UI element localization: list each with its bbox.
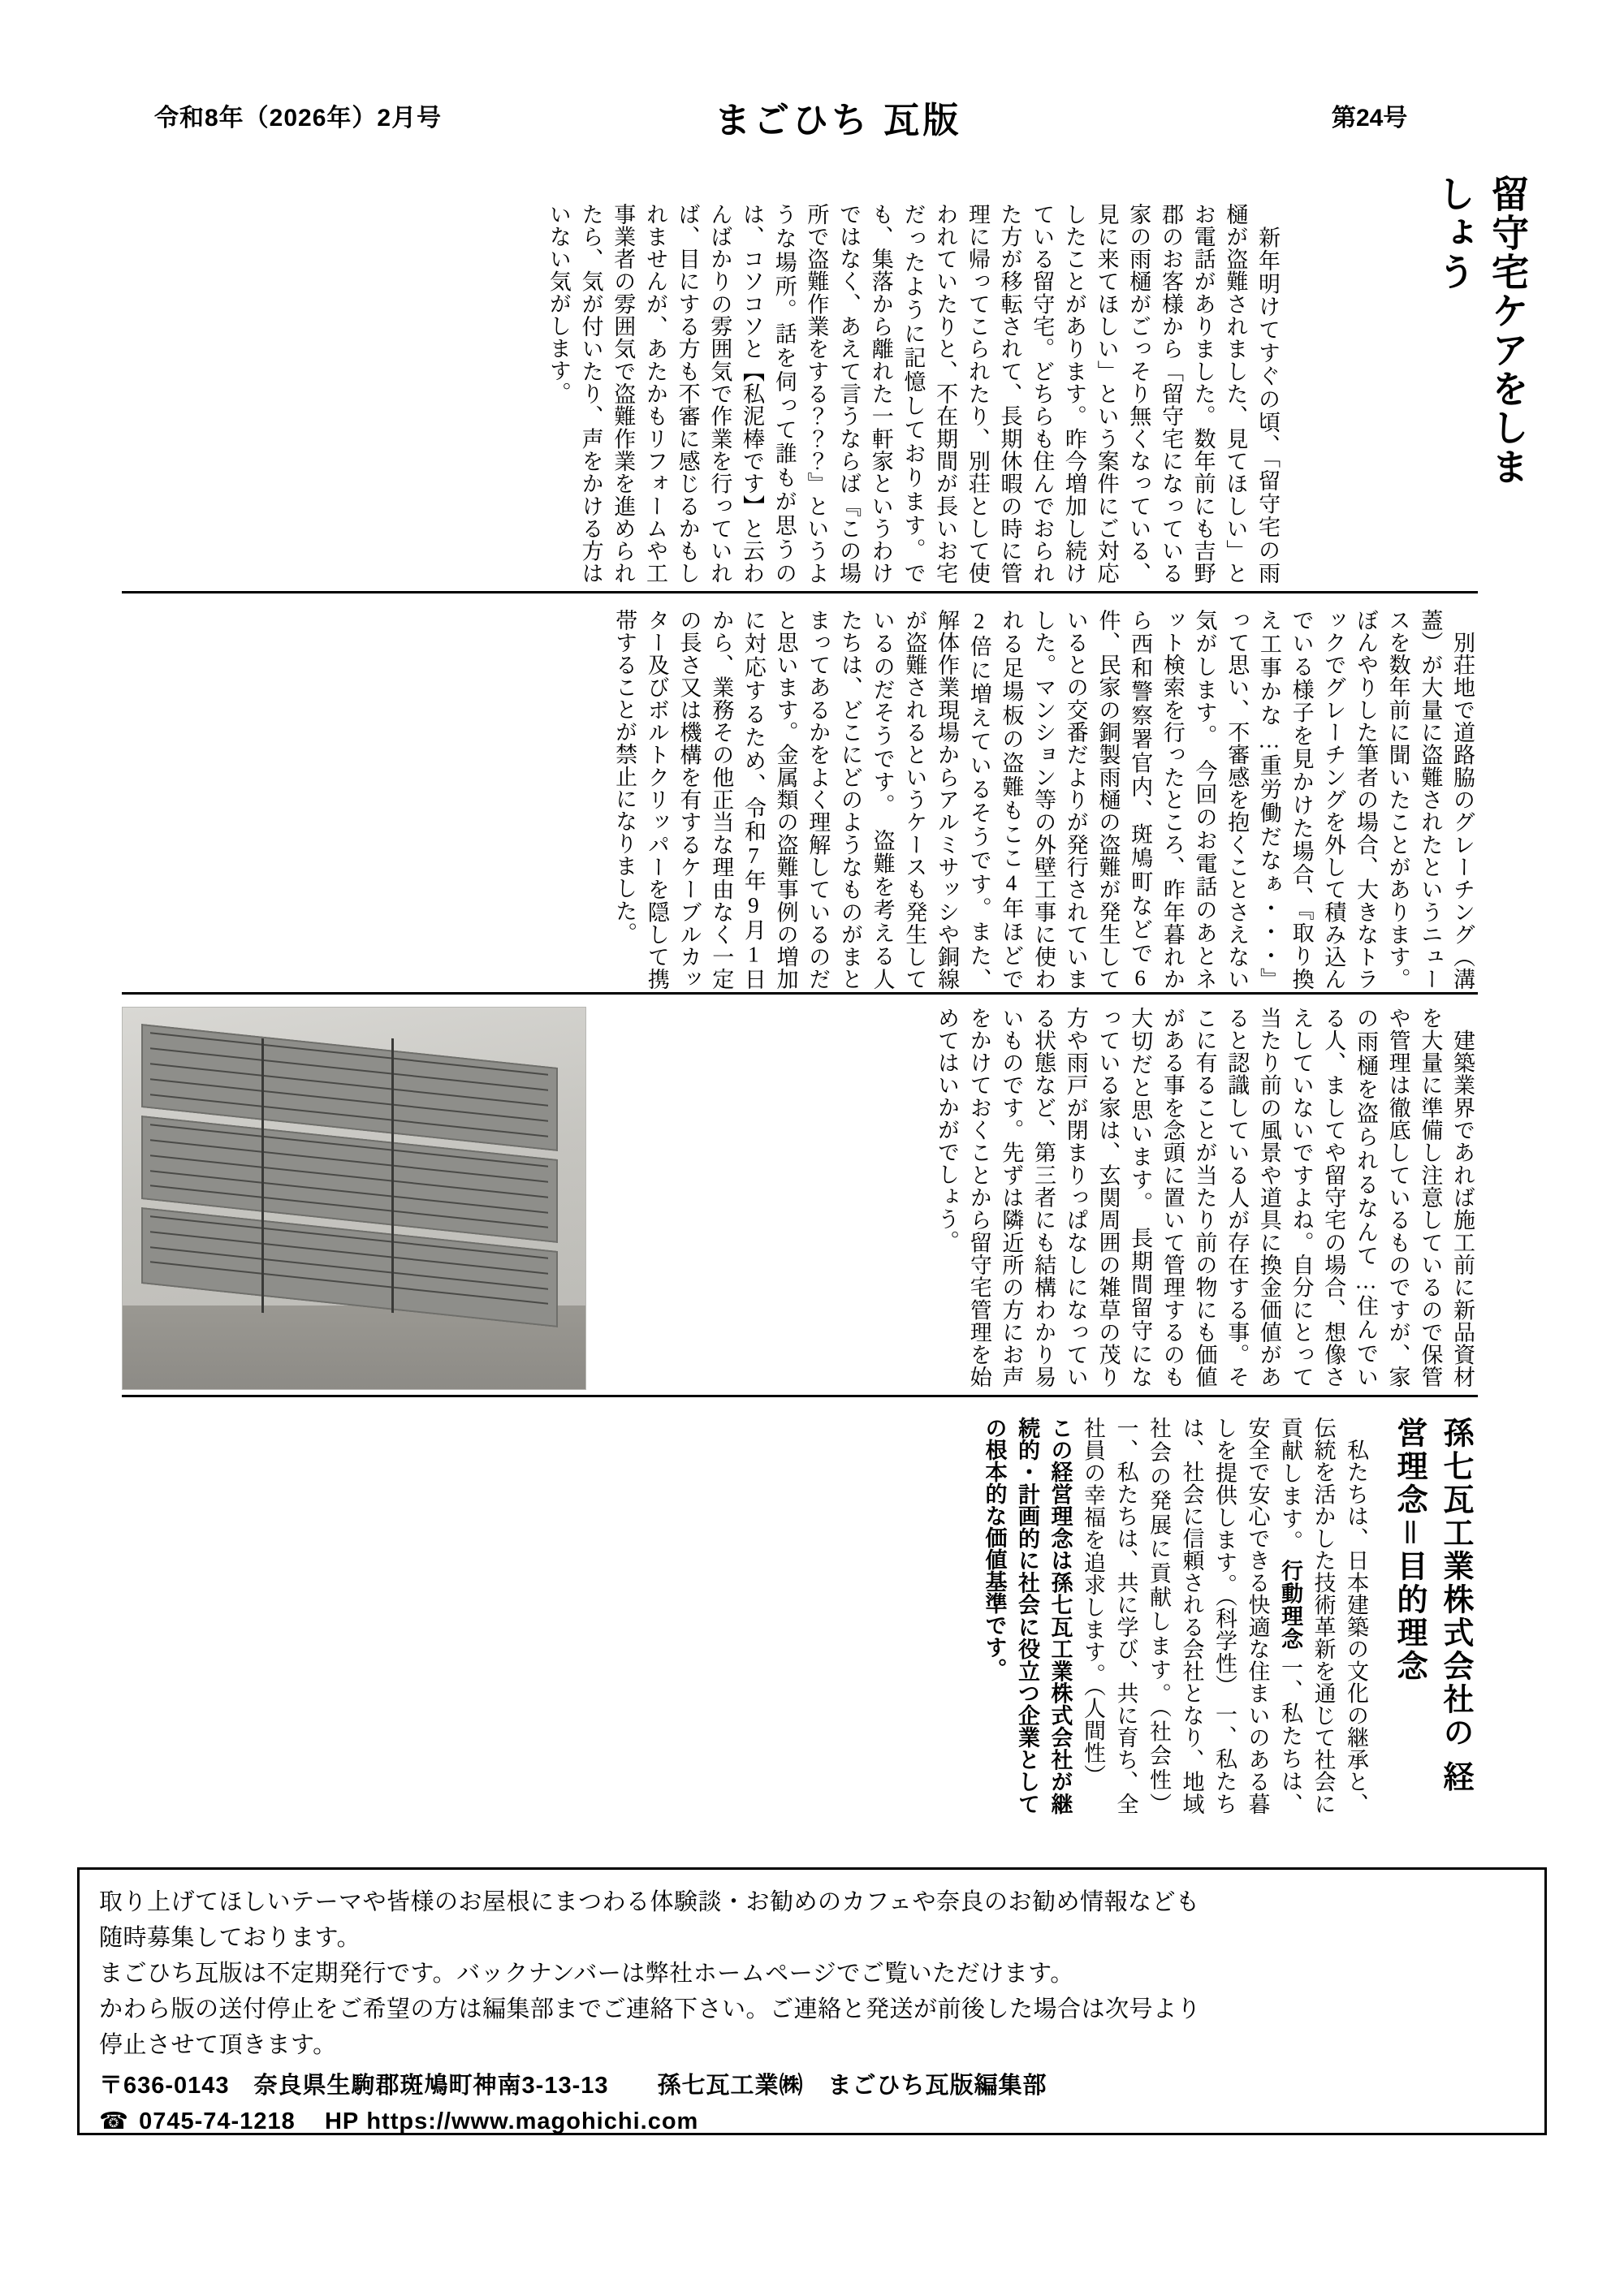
section-divider-1 <box>122 591 1478 593</box>
masthead-title: まごひち 瓦版 <box>715 101 962 140</box>
section-divider-3 <box>122 1395 1478 1397</box>
action-item-1: 一、私たちは、安全で安心できる快適な住まいのある暮しを提供します。（科学性） <box>1212 1417 1302 1815</box>
action-item-3: 一、私たちは、共に学び、共に育ち、全社員の幸福を追求します。（人間性） <box>1081 1417 1138 1815</box>
footer-line-3: まごひち瓦版は不定期発行です。バックナンバーは弊社ホームページでご覧いただけます。 <box>99 1961 1074 1987</box>
action-philosophy-heading: 行動理念 <box>1278 1559 1302 1651</box>
footer-line-5: 停止させて頂きます。 <box>99 2032 337 2059</box>
management-philosophy-section <box>171 1417 1478 1823</box>
footer-address: 〒636-0143 奈良県生駒郡斑鳩町神南3-13-13 孫七瓦工業㈱ まごひち瓦版編集部 <box>99 2073 1047 2100</box>
article-section-2: 別荘地で道路脇のグレーチング（溝蓋）が大量に盗難されたというニュースを数年前に聞いたことがあります。ぼんやりした筆者の場合、大きなトラックでグレーチングを外して積み込んでいる様子を見かけた場合、『取り換え工事かな…重労働だなぁ・・・』って思い、不審感を抱くことさえない気がします。 今回のお電話のあとネット検索を行ったところ、昨年暮れから西和警察署官内、斑鳩町などで6件、民家の銅製雨樋の盗難が発生しているとの交番だよりが発行されていました。マンション等の外壁工事に使われる足場板の盗難もここ4年ほどで2倍に増えているそうです。また、解体作業現場からアルミサッシや銅線が盗難されるというケースも発生しているのだそうです。 盗難を考える人たちは、どこにどのようなものがまとまってあるかをよく理解しているのだと思います。金属類の盗難事例の増加に対応するため、令和7年9月1日から、業務その他正当な理由なく一定の長さ又は機構を有するケーブルカッター及びボルトクリッパーを隠して携帯することが禁止になりました。 <box>612 609 1475 990</box>
action-item-2: 一、私たちは、社会に信頼される会社となり、地域社会の発展に貢献します。（社会性） <box>1147 1417 1237 1815</box>
philosophy-body <box>171 1417 1372 1815</box>
article-section-1: 新年明けてすぐの頃、「留守宅の雨樋が盗難されました、見てほしい」とお電話がありました。数年前にも吉野郡のお客様から「留守宅になっている家の雨樋がごっそり無くなっている、見に来てほしい」という案件にご対応したことがあります。昨今増加し続けている留守宅。どちらも住んでおられた方が移転されて、長期休暇の時に管理に帰ってこられたり、別荘として使われていたりと、不在期間が長いお宅だったように記憶しております。でも、集落から離れた一軒家というわけではなく、あえて言うならば『この場所で盗難作業をする？？？』というような場所。話を伺って誰もが思うのは、コソコソと【私泥棒です】と云わんばかりの雰囲気で作業を行っていれば、目にする方も不審に感じるかもしれませんが、あたかもリフォームや工事業者の雰囲気で盗難作業を進められたら、気が付いたり、声をかける方はいない気がします。 <box>546 203 1280 585</box>
footer-contact-line <box>99 2104 1525 2139</box>
philosophy-intro: 私たちは、日本建築の文化の継承と、伝統を活かした技術革新を通じて社会に貢献します。 <box>1278 1417 1368 1815</box>
footer-line-1: 取り上げてほしいテーマや皆様のお屋根にまつわる体験談・お勧めのカフェや奈良のお勧め情報なども <box>99 1889 1200 1915</box>
philosophy-closing: この経営理念は孫七瓦工業株式会社が継続的・計画的に社会に役立つ企業としての根本的な価値基準です。 <box>982 1417 1105 1815</box>
masthead-date: 令和8年（2026年）2月号 <box>154 105 443 132</box>
footer-box <box>77 1867 1547 2135</box>
footer-line-2: 随時募集しております。 <box>99 1925 361 1952</box>
article-section-3: 建築業界であれば施工前に新品資材を大量に準備し注意しているので保管や管理は徹底しているものですが、家の雨樋を盗られるなんて…住んでいる人、ましてや留守宅の場合、想像さえしていないですよね。自分にとって当たり前の風景や道具に換金価値があると認識している人が存在する事。そこに有ることが当たり前の物にも価値がある事を念頭に置いて管理するのも大切だと思います。 長期間留守になっている家は、玄関周囲の雑草の茂り方や雨戸が閉まりっぱなしになっている状態など、第三者にも結構わかり易いものです。先ずは隣近所の方にお声をかけておくことから留守宅管理を始めてはいかがでしょう。 <box>935 1007 1475 1388</box>
footer-hp-label: HP <box>324 2108 360 2135</box>
masthead-issue-number: 第24号 <box>1332 105 1408 132</box>
philosophy-title: 孫七瓦工業株式会社の 経営理念＝目的理念 <box>1392 1417 1472 1794</box>
footer-line-4: かわら版の送付停止をご希望の方は編集部までご連絡下さい。ご連絡と発送が前後した場合は次号より <box>99 1996 1202 2023</box>
section-divider-2 <box>122 992 1478 995</box>
footer-telephone: 0745-74-1218 <box>139 2108 296 2135</box>
article-headline: 留守宅ケアをしましょう <box>1433 175 1529 486</box>
footer-hp-url[interactable]: https://www.magohichi.com <box>366 2108 699 2135</box>
telephone-icon: ☎ <box>99 2108 130 2135</box>
masthead <box>0 97 1624 154</box>
grating-illustration <box>123 1008 585 1389</box>
grating-photo <box>122 1007 586 1390</box>
